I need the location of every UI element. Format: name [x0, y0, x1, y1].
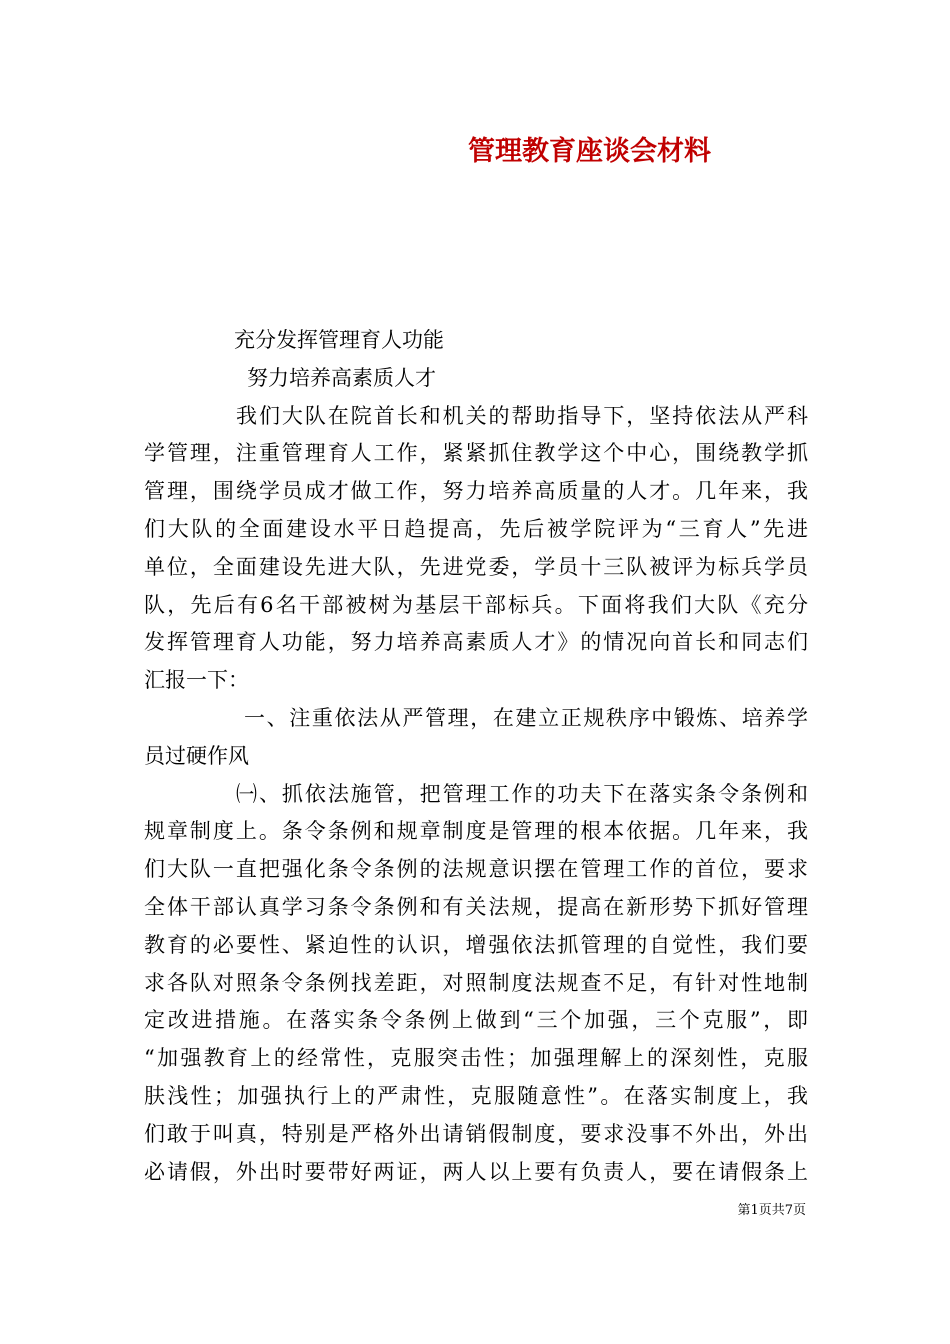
body-line: 全体干部认真学习条令条例和有关法规，提高在新形势下抓好管理: [144, 894, 808, 919]
body-line: 求各队对照条令条例找差距，对照制度法规查不足，有针对性地制: [144, 970, 808, 995]
body-line: ㈠、抓依法施管，把管理工作的功夫下在落实条令条例和: [236, 781, 808, 806]
body-line: 一、注重依法从严管理，在建立正规秩序中锻炼、培养学: [244, 705, 808, 730]
page-footer: 第1页共7页: [737, 1203, 806, 1218]
body-line: 努力培养高素质人才: [247, 365, 436, 390]
body-line: 充分发挥管理育人功能: [234, 328, 444, 352]
body-line: 学管理，注重管理育人工作，紧紧抓住教学这个中心，围绕教学抓: [144, 441, 808, 466]
document-title: 管理教育座谈会材料: [468, 136, 711, 167]
body-line: 管理，围绕学员成才做工作，努力培养高质量的人才。几年来，我: [144, 479, 808, 504]
body-line: 教育的必要性、紧迫性的认识，增强依法抓管理的自觉性，我们要: [144, 932, 808, 957]
body-line: 定改进措施。在落实条令条例上做到“三个加强，三个克服”，即: [144, 1008, 808, 1033]
body-line: 们大队一直把强化条令条例的法规意识摆在管理工作的首位，要求: [144, 857, 808, 882]
body-line: “加强教育上的经常性，克服突击性；加强理解上的深刻性，克服: [144, 1046, 808, 1071]
body-line: 必请假，外出时要带好两证，两人以上要有负责人，要在请假条上: [144, 1159, 808, 1184]
body-line: 们大队的全面建设水平日趋提高，先后被学院评为“三育人”先进: [144, 516, 808, 541]
body-line: 肤浅性；加强执行上的严肃性，克服随意性”。在落实制度上，我: [144, 1083, 808, 1108]
body-line: 汇报一下：: [144, 668, 249, 693]
body-line: 们敢于叫真，特别是严格外出请销假制度，要求没事不外出，外出: [144, 1121, 808, 1146]
body-line: 我们大队在院首长和机关的帮助指导下，坚持依法从严科: [236, 403, 808, 428]
body-line: 规章制度上。条令条例和规章制度是管理的根本依据。几年来，我: [144, 819, 808, 844]
body-line: 单位，全面建设先进大队，先进党委，学员十三队被评为标兵学员: [144, 554, 808, 579]
body-line: 发挥管理育人功能，努力培养高素质人才》的情况向首长和同志们: [144, 630, 808, 655]
document-body: [144, 322, 808, 1191]
body-line: 队，先后有6名干部被树为基层干部标兵。下面将我们大队《充分: [144, 592, 808, 617]
body-line: 员过硬作风: [144, 743, 249, 768]
